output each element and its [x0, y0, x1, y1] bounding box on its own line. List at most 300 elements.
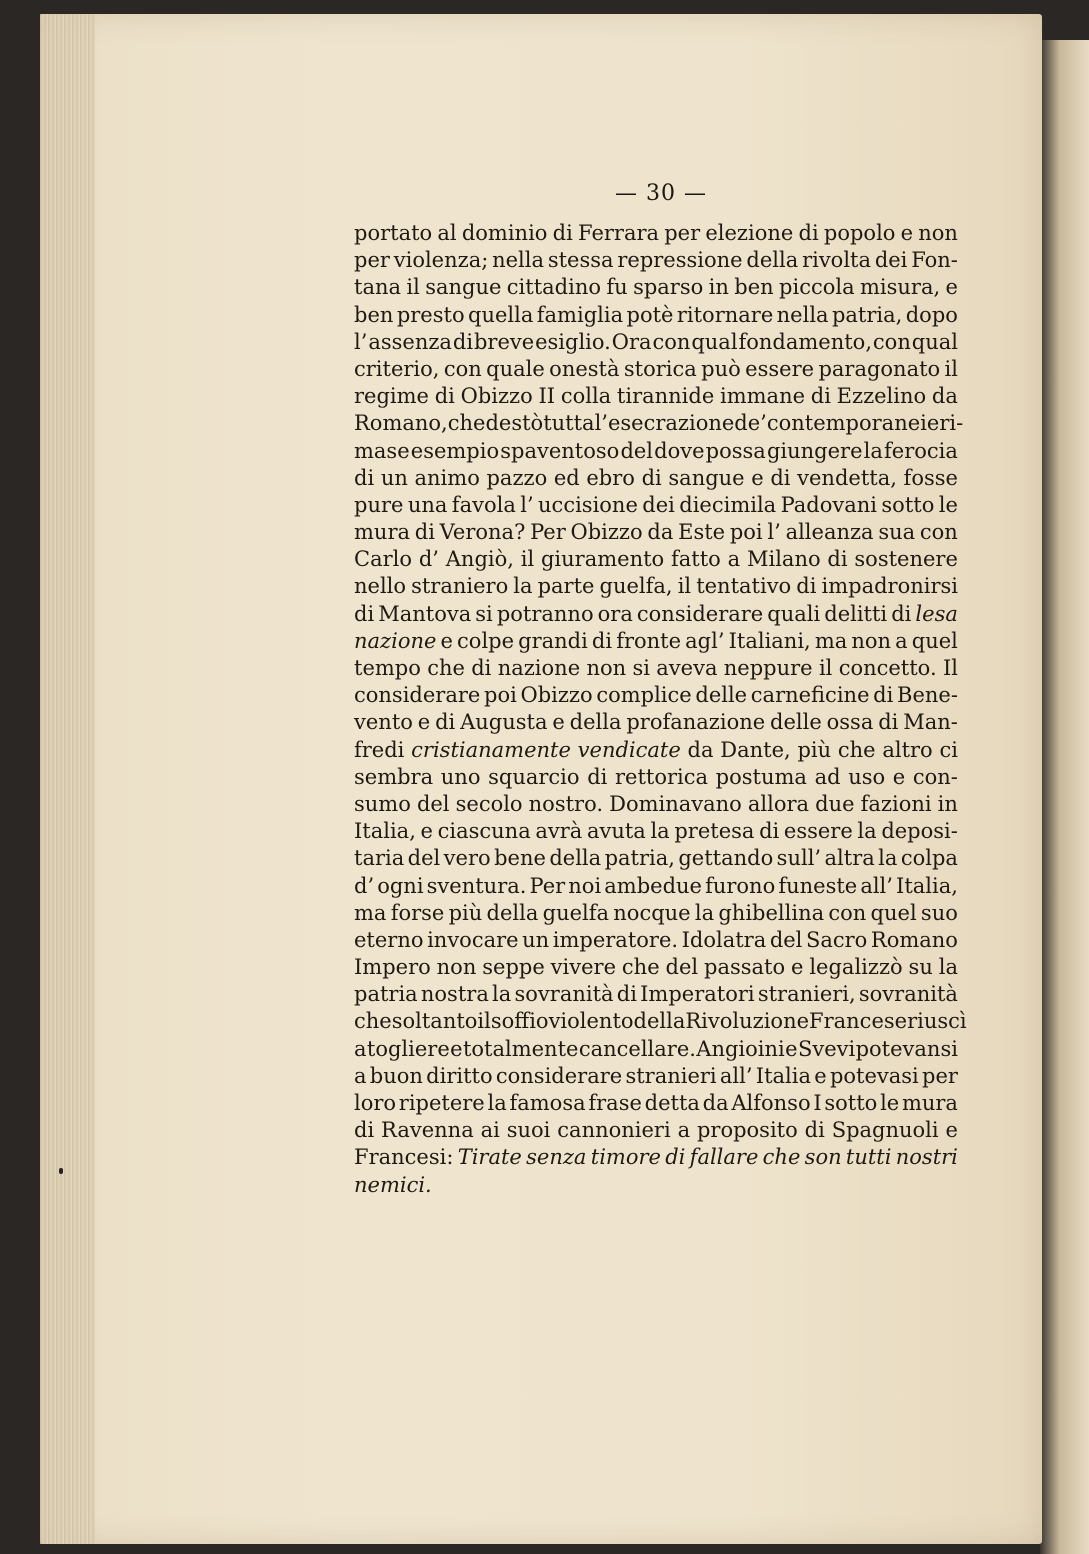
- word: con: [443, 356, 482, 381]
- word: da: [687, 737, 714, 762]
- word: di: [435, 710, 456, 735]
- word: legalizzò: [809, 955, 903, 980]
- word: carneficine: [750, 683, 870, 708]
- word: vento: [354, 710, 413, 735]
- word: Per: [530, 520, 566, 545]
- text-line: [354, 1008, 967, 1035]
- word: neppure: [723, 656, 813, 680]
- word: di: [827, 547, 848, 572]
- word: e: [814, 1063, 827, 1088]
- word: Rivoluzione: [685, 1009, 810, 1034]
- word: fallare: [689, 1145, 759, 1170]
- word: timore: [590, 1145, 661, 1170]
- word: di: [354, 1118, 375, 1143]
- adjacent-page-edge: [1040, 40, 1089, 1554]
- word: diritto: [426, 1063, 493, 1088]
- word: di: [665, 1145, 686, 1170]
- word: di: [798, 221, 819, 245]
- word: fu: [606, 275, 628, 300]
- text-line: [354, 573, 958, 600]
- word: considerare: [354, 683, 481, 708]
- word: ciascuna: [437, 819, 531, 844]
- word: non: [851, 628, 892, 653]
- word: breve: [473, 329, 535, 354]
- word: il: [477, 1009, 491, 1034]
- word: senza: [526, 1145, 587, 1170]
- word: togliere: [366, 1036, 450, 1061]
- word: il: [944, 356, 958, 381]
- word: a: [677, 1118, 691, 1143]
- word: agl’: [685, 628, 725, 653]
- word: a: [354, 1036, 367, 1061]
- word: di: [354, 465, 375, 490]
- word: totalmente: [462, 1036, 579, 1061]
- word: la: [650, 819, 670, 844]
- word: di: [770, 465, 791, 490]
- text-line: [354, 927, 958, 954]
- text-line: [354, 818, 958, 845]
- word: Angioini: [696, 1036, 785, 1061]
- word: la: [513, 574, 533, 599]
- word: potevansi: [855, 1036, 958, 1061]
- word: Este: [678, 520, 726, 545]
- word: postuma: [715, 764, 807, 789]
- word: regime: [354, 384, 429, 409]
- word: quel: [911, 628, 958, 653]
- text-line: [354, 1090, 958, 1117]
- word: fredi: [354, 737, 405, 762]
- text-line: [354, 329, 958, 356]
- word: tempo: [354, 656, 421, 680]
- word: imperatore.: [552, 927, 679, 952]
- word: Ravenna: [381, 1118, 474, 1143]
- word: I: [813, 1091, 822, 1115]
- word: qual: [911, 329, 958, 354]
- word: Angiò,: [445, 547, 514, 572]
- word: eterno: [354, 927, 424, 952]
- word: altro: [882, 737, 933, 762]
- word: che: [447, 411, 486, 436]
- word: ad: [814, 764, 841, 789]
- word: dominio: [461, 221, 548, 245]
- word: Sacro: [805, 927, 868, 952]
- word: dei: [874, 248, 908, 273]
- word: la: [694, 900, 715, 925]
- word: Man-: [903, 710, 958, 735]
- page-number: — 30 —: [615, 181, 707, 206]
- word: Obizzo: [520, 683, 593, 708]
- word: di: [804, 1118, 825, 1143]
- text-line: [354, 737, 958, 764]
- word: e: [440, 628, 453, 653]
- word: potevasi: [829, 1063, 919, 1088]
- word: uso: [848, 764, 886, 789]
- word: frase: [588, 1091, 642, 1115]
- word: l’: [354, 329, 368, 354]
- word: ogni: [377, 873, 424, 898]
- word: ora: [597, 601, 633, 626]
- word: il: [677, 574, 692, 599]
- text-line: [354, 845, 958, 872]
- word: famiglia: [536, 302, 624, 327]
- word: a: [354, 1063, 367, 1088]
- word: di: [891, 601, 912, 626]
- word: nella: [492, 248, 545, 273]
- word: profanazione: [626, 710, 766, 735]
- word: furono: [705, 873, 776, 898]
- word: nocque: [613, 900, 691, 925]
- body-text: [354, 220, 967, 1199]
- word: pure: [354, 492, 404, 517]
- page-edges: [40, 14, 95, 1544]
- text-line: [354, 682, 958, 709]
- word: vivere: [550, 955, 617, 980]
- word: per: [664, 221, 701, 245]
- word: con: [872, 329, 911, 354]
- word: taria: [354, 846, 405, 871]
- word: secolo: [455, 791, 523, 816]
- text-line: [354, 383, 958, 410]
- word: e: [785, 1036, 798, 1061]
- word: considerare: [495, 1063, 623, 1088]
- word: Italia: [755, 1063, 811, 1088]
- text-line: [354, 981, 958, 1008]
- word: di: [873, 683, 894, 708]
- word: Impero: [354, 955, 431, 980]
- word: popolo: [823, 221, 896, 245]
- word: ben: [354, 302, 394, 327]
- text-block: [354, 180, 967, 1199]
- word: tutti: [845, 1145, 892, 1170]
- word: lesa: [915, 601, 958, 626]
- word: avrà: [535, 819, 583, 844]
- word: loro: [354, 1091, 397, 1115]
- word: gettando: [678, 846, 774, 871]
- text-line: [354, 628, 958, 655]
- word: colla: [560, 384, 612, 409]
- word: del: [620, 438, 654, 463]
- word: il: [818, 656, 833, 680]
- word: e: [945, 275, 958, 300]
- word: sull’: [776, 846, 822, 871]
- word: squarcio: [488, 764, 580, 789]
- word: Carlo: [354, 547, 412, 572]
- word: la: [487, 1091, 507, 1115]
- word: sventura.: [426, 873, 527, 898]
- word: Dante,: [720, 737, 791, 762]
- word: fazioni: [860, 791, 932, 816]
- text-line: [354, 438, 958, 465]
- word: giungere: [766, 438, 863, 463]
- word: nemici.: [354, 1172, 432, 1197]
- word: sumo: [354, 791, 411, 816]
- word: di: [452, 329, 474, 354]
- text-line: [354, 465, 958, 492]
- word: e: [420, 819, 433, 844]
- word: contemporanei: [766, 411, 927, 436]
- word: immane: [720, 384, 806, 409]
- word: due: [815, 791, 855, 816]
- word: ferocia: [884, 438, 958, 463]
- word: in: [708, 275, 729, 300]
- text-line: [354, 1172, 958, 1199]
- word: la: [857, 819, 877, 844]
- word: Tirate: [457, 1145, 522, 1170]
- word: ritornare: [676, 302, 774, 327]
- word: di: [471, 656, 492, 680]
- word: per: [354, 248, 390, 273]
- text-line: [354, 791, 958, 818]
- word: Obizzo: [570, 520, 643, 545]
- word: tentativo: [696, 574, 792, 599]
- word: di: [354, 601, 375, 626]
- word: l’: [767, 520, 781, 545]
- word: ai: [480, 1118, 500, 1143]
- word: di: [552, 221, 573, 245]
- word: di: [587, 764, 608, 789]
- word: colpe: [457, 628, 515, 653]
- word: mura: [901, 1091, 958, 1115]
- word: della: [633, 1009, 686, 1034]
- word: le: [880, 1091, 900, 1115]
- word: patria: [354, 982, 418, 1007]
- word: portato: [354, 221, 433, 245]
- word: con-: [912, 764, 958, 789]
- word: un: [380, 465, 408, 490]
- word: all’: [860, 873, 893, 898]
- word: Romano: [870, 927, 958, 952]
- word: Dominavano: [609, 791, 742, 816]
- word: su: [908, 955, 933, 980]
- ink-mark: [59, 1168, 63, 1174]
- word: rettorica: [615, 764, 709, 789]
- word: guelfa: [542, 900, 610, 925]
- word: vero: [443, 846, 491, 871]
- word: aveva: [656, 656, 718, 680]
- word: possa: [705, 438, 766, 463]
- word: giuramento: [540, 547, 665, 572]
- word: e: [900, 221, 914, 245]
- word: elezione: [705, 221, 794, 245]
- word: sotto: [824, 1091, 878, 1115]
- text-line: [354, 492, 958, 519]
- word: considerare: [636, 601, 764, 626]
- word: della: [569, 710, 622, 735]
- word: di: [414, 520, 435, 545]
- word: Ferrara: [578, 221, 660, 245]
- word: esiglio.: [535, 329, 611, 354]
- word: e: [945, 1118, 958, 1143]
- word: colpa: [900, 846, 958, 871]
- word: nello: [354, 574, 407, 599]
- word: di: [810, 384, 831, 409]
- word: a: [727, 547, 741, 572]
- word: sostenere: [854, 547, 958, 572]
- word: e: [892, 764, 906, 789]
- word: a: [895, 628, 908, 653]
- text-line: [354, 954, 958, 981]
- word: avuta: [586, 819, 646, 844]
- word: potranno: [496, 601, 594, 626]
- word: Obizzo: [460, 384, 533, 409]
- word: proposito: [696, 1118, 798, 1143]
- word: non: [436, 955, 477, 980]
- word: della: [486, 900, 539, 925]
- word: quella: [468, 302, 534, 327]
- word: nostra: [420, 982, 489, 1007]
- word: di: [641, 465, 662, 490]
- word: criterio,: [354, 356, 440, 381]
- word: tana: [354, 275, 402, 300]
- word: dopo: [905, 302, 958, 327]
- word: il: [520, 547, 535, 572]
- word: e: [417, 710, 431, 735]
- word: la: [938, 955, 958, 980]
- word: nazione: [354, 628, 437, 653]
- word: pretesa: [674, 819, 755, 844]
- word: Spagnuoli: [831, 1118, 939, 1143]
- word: nostro.: [528, 791, 604, 816]
- word: sotto: [881, 492, 935, 517]
- word: stranieri: [625, 1063, 717, 1088]
- word: Mantova: [378, 601, 472, 626]
- word: mura: [354, 520, 410, 545]
- word: d’: [354, 873, 375, 898]
- word: il: [406, 275, 420, 300]
- word: di: [591, 628, 613, 653]
- text-line: [354, 519, 958, 546]
- word: invocare: [427, 927, 519, 952]
- word: ripetere: [398, 1091, 485, 1115]
- word: non: [586, 656, 627, 680]
- word: del: [407, 846, 441, 871]
- word: quel: [870, 900, 917, 925]
- word: sembra: [354, 764, 434, 789]
- word: del: [665, 955, 699, 980]
- word: può: [701, 356, 741, 381]
- word: guelfa,: [599, 574, 673, 599]
- word: essere: [745, 356, 815, 381]
- word: Per: [529, 873, 566, 898]
- word: mase: [354, 438, 410, 463]
- word: fronte: [616, 628, 682, 653]
- word: che: [427, 656, 465, 680]
- word: e: [926, 411, 940, 436]
- word: tirannide: [616, 384, 715, 409]
- word: Imperatori: [640, 982, 755, 1007]
- word: cittadino: [506, 275, 601, 300]
- word: esempio: [410, 438, 500, 463]
- word: allora: [747, 791, 810, 816]
- word: l’: [594, 411, 608, 436]
- word: delle: [770, 710, 822, 735]
- word: con: [652, 329, 691, 354]
- word: poi: [729, 520, 763, 545]
- word: straniero: [411, 574, 509, 599]
- word: Milano: [746, 547, 821, 572]
- word: diecimila: [679, 492, 777, 517]
- word: della: [746, 248, 799, 273]
- text-line: [354, 1036, 958, 1063]
- word: sovranità: [858, 982, 958, 1007]
- word: rivolta: [802, 248, 871, 273]
- word: soffio: [490, 1009, 549, 1034]
- word: patria,: [831, 302, 903, 327]
- word: sua: [878, 520, 916, 545]
- word: detta: [644, 1091, 700, 1115]
- text-line: [354, 764, 958, 791]
- word: Ezzelino: [836, 384, 927, 409]
- word: Augusta: [460, 710, 548, 735]
- word: esecrazione: [607, 411, 735, 436]
- word: suo: [920, 900, 958, 925]
- word: ci: [939, 737, 958, 762]
- word: repressione: [617, 248, 743, 273]
- word: Francese: [809, 1009, 908, 1034]
- word: che: [837, 737, 876, 762]
- text-line: [354, 302, 958, 329]
- word: ossa: [826, 710, 874, 735]
- word: più: [797, 737, 832, 762]
- text-line: [354, 247, 958, 274]
- word: che: [762, 1145, 801, 1170]
- word: si: [475, 601, 493, 626]
- word: con: [828, 900, 867, 925]
- word: noi: [568, 873, 602, 898]
- text-line: [354, 356, 958, 383]
- word: sovranità: [514, 982, 614, 1007]
- word: deposi-: [881, 819, 958, 844]
- word: di: [796, 574, 817, 599]
- word: stessa: [547, 248, 614, 273]
- word: patria,: [604, 846, 675, 871]
- text-line: [354, 709, 958, 736]
- word: potè: [626, 302, 674, 327]
- word: vendicate: [577, 737, 681, 762]
- text-line: [354, 655, 958, 682]
- word: grandi: [518, 628, 588, 653]
- text-line: [354, 220, 958, 247]
- word: delitti: [824, 601, 888, 626]
- word: ed: [553, 465, 580, 490]
- word: le: [938, 492, 958, 517]
- word: per: [922, 1063, 958, 1088]
- word: Italiani,: [728, 628, 811, 653]
- word: fondamento,: [738, 329, 872, 354]
- text-line: [354, 1144, 958, 1171]
- word: fatto: [671, 547, 721, 572]
- word: stranieri,: [757, 982, 856, 1007]
- word: son: [804, 1145, 842, 1170]
- word: Padovani: [780, 492, 878, 517]
- text-line: [354, 873, 958, 900]
- word: misura,: [859, 275, 941, 300]
- word: riuscì: [907, 1009, 967, 1034]
- word: destò: [485, 411, 544, 436]
- word: presto: [396, 302, 465, 327]
- text-line: [354, 410, 964, 437]
- word: l’: [520, 492, 534, 517]
- text-line: [354, 1063, 958, 1090]
- word: del: [769, 927, 803, 952]
- word: uno: [440, 764, 481, 789]
- word: Romano,: [354, 411, 448, 436]
- text-line: [354, 274, 958, 301]
- word: ri-: [939, 411, 964, 436]
- word: concetto.: [838, 656, 937, 680]
- word: in: [937, 791, 958, 816]
- word: ebro: [586, 465, 635, 490]
